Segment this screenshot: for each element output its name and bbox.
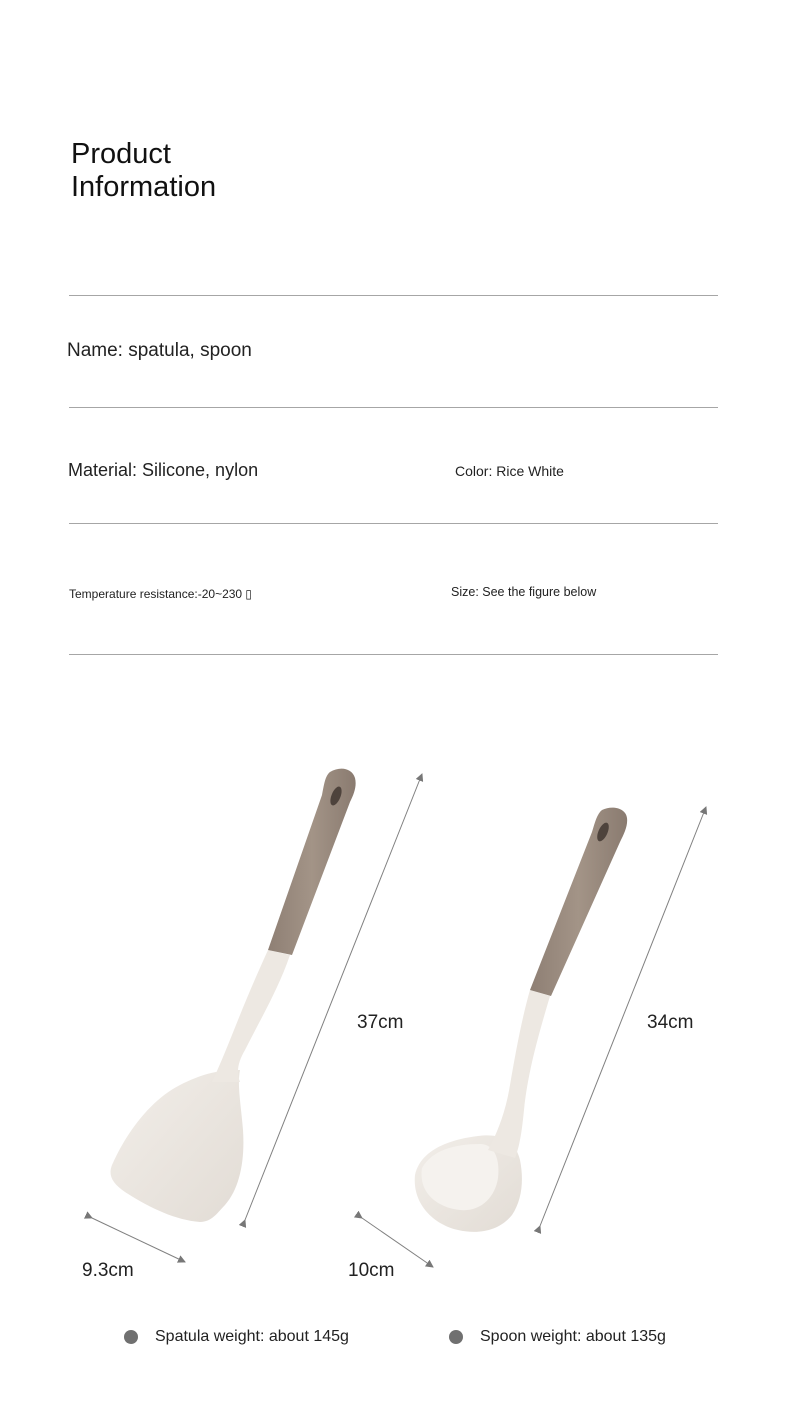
- spatula-head: [111, 1070, 244, 1222]
- spoon-width-label: 10cm: [348, 1260, 395, 1281]
- page-title-line1: Product: [71, 138, 171, 170]
- spatula-width-line: [92, 1218, 185, 1262]
- spoon-length-label: 34cm: [647, 1012, 694, 1033]
- spatula-length-label: 37cm: [357, 1012, 404, 1033]
- spoon-image: [415, 808, 627, 1232]
- spatula-weight-text: Spatula weight: about 145g: [155, 1328, 349, 1345]
- spoon-neck: [488, 990, 550, 1158]
- divider: [69, 523, 718, 524]
- spatula-neck: [212, 950, 290, 1082]
- bullet-icon: [449, 1330, 463, 1344]
- divider: [69, 295, 718, 296]
- page-title: [71, 138, 216, 204]
- color-field: Color: Rice White: [455, 463, 564, 479]
- page-title-line2: Information: [71, 171, 217, 203]
- spatula-width-label: 9.3cm: [82, 1260, 134, 1281]
- temperature-field: Temperature resistance:-20~230 ▯: [69, 587, 253, 601]
- spoon-weight-text: Spoon weight: about 135g: [480, 1328, 666, 1345]
- name-field: Name: spatula, spoon: [67, 340, 252, 361]
- spatula-handle: [268, 769, 356, 955]
- size-field: Size: See the figure below: [451, 585, 597, 599]
- spoon-weight: [449, 1328, 666, 1346]
- spoon-handle: [530, 808, 627, 996]
- spatula-image: [111, 769, 356, 1222]
- spatula-weight: [124, 1328, 349, 1346]
- bullet-icon: [124, 1330, 138, 1344]
- material-field: Material: Silicone, nylon: [68, 460, 259, 480]
- divider: [69, 407, 718, 408]
- divider: [69, 654, 718, 655]
